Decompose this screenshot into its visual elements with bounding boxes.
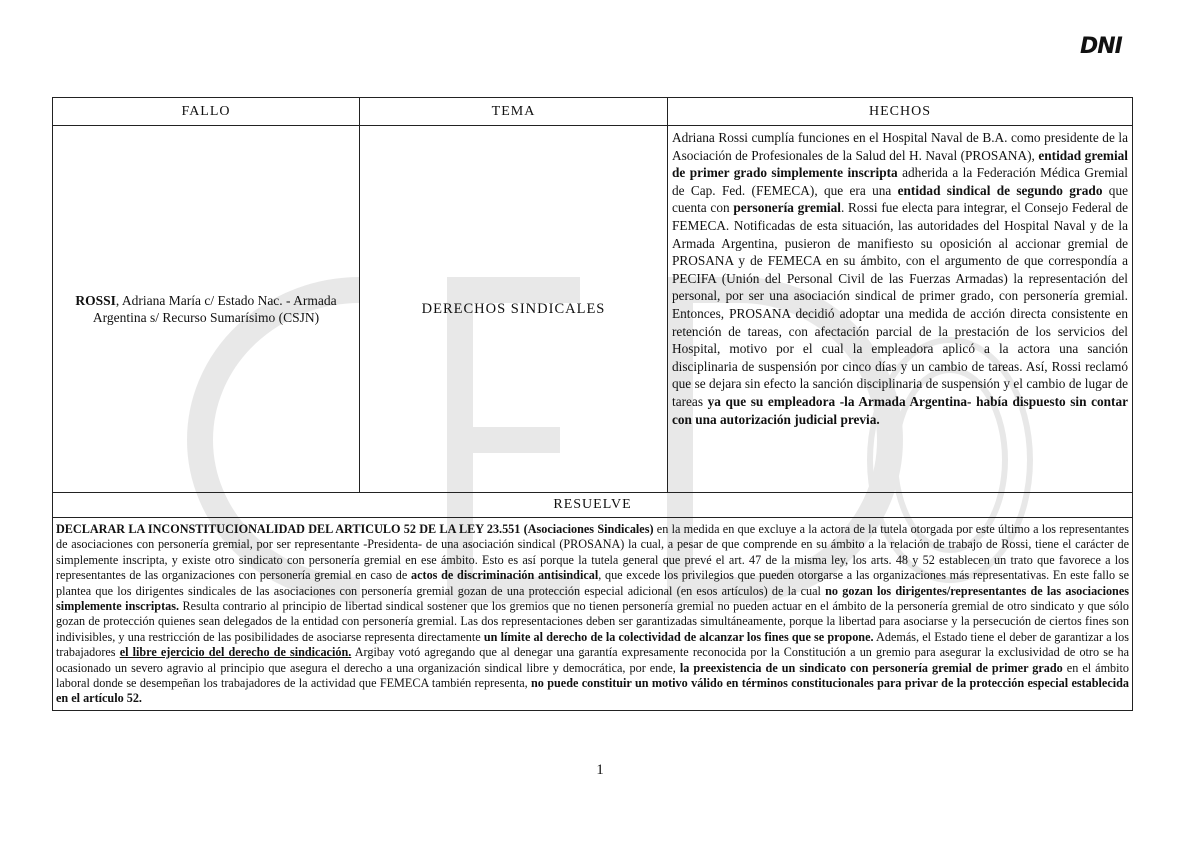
fallo-cell	[53, 126, 360, 493]
dni-logo: DNI	[1080, 34, 1122, 59]
hechos-text-run: que cuenta con	[672, 182, 1129, 216]
fallo-party-name: ROSSI	[75, 293, 116, 308]
hechos-text-run: . Rossi fue electa para integrar, el Consejo Federal de FEMECA. Notificadas de esta situación, las autoridades del Hospital Naval y de la Armada Argentina, pusieron de manifiesto su oposición al accionar gremial de PROSANA y de FEMECA en su ámbito, con el argumento de que correspondía a PECIFA (Unión del Personal Civil de las Fuerzas Armadas) la representación del personal, por ser una asociación sindical de primer grado, con personería gremial. Entonces, PROSANA decidió adoptar una medida de acción directa consistente en retención de tareas, con afectación parcial de la prestación de los servicios del Hospital, motivo por el cual la empleadora aplicó a la actora una sanción disciplinaria de suspensión por cinco días y un cambio de tareas. Así, Rossi reclamó que se dejara sin efecto la sanción disciplinaria de suspensión y el cambio de lugar de tareas	[672, 200, 1129, 409]
resuelve-text-run: Resulta contrario al principio de libertad sindical sostener que los gremios que no tienen personería gremial no pueden actuar en el ámbito de la personería gremial de otro sindicato y que sólo gozan de protección quienes sean delegados de la entidad con personería gremial. Las dos representaciones deben ser garantizadas simultáneamente, porque la libertad para asociarse y la persecución de ciertos fines son indivisibles, y una restricción de las posibilidades de asociarse representa directamente	[56, 599, 1129, 644]
resuelve-header: RESUELVE	[53, 493, 1133, 518]
hechos-text-run: adherida a la Federación Médica Gremial de Cap. Fed. (FEMECA), que era una	[672, 165, 1128, 198]
hechos-text-run: ya que su empleadora -la Armada Argentina- había dispuesto sin contar con una autorización judicial previa.	[672, 393, 1129, 427]
resuelve-text-run: Además, el Estado tiene el deber de garantizar a los trabajadores	[56, 629, 1130, 660]
case-table	[52, 97, 1133, 711]
resuelve-header-row	[53, 493, 1133, 518]
page-number: 1	[596, 762, 604, 778]
resuelve-text-run: actos de discriminación antisindical	[411, 568, 599, 583]
hechos-text-run: personería gremial	[733, 200, 841, 216]
resuelve-text-run: en el ámbito laboral donde se desempeñan los trabajadores de la actividad que FEMECA también representa,	[56, 660, 1130, 691]
header-row	[53, 98, 1133, 126]
resuelve-text-run: un límite al derecho de la colectividad de alcanzar los fines que se propone.	[483, 629, 874, 644]
resuelve-text-run: no gozan los dirigentes/representantes de las asociaciones simplemente inscriptas.	[56, 583, 1129, 614]
fallo-case-title: , Adriana María c/ Estado Nac. - Armada Argentina s/ Recurso Sumarísimo (CSJN)	[92, 293, 337, 325]
hechos-text-run: entidad gremial de primer grado simplemente inscripta	[672, 147, 1128, 181]
resuelve-text-run: , que excede los privilegios que pueden otorgarse a las organizaciones más representativas. En este fallo se plantea que los dirigentes sindicales de las asociaciones con personería gremial gozan de una protección especial adicional (en esos artículos) de la cual	[56, 568, 1129, 598]
tema-cell: DERECHOS SINDICALES	[360, 126, 668, 493]
header-fallo: FALLO	[53, 98, 360, 126]
resuelve-text-run: DECLARAR LA INCONSTITUCIONALIDAD DEL ARTICULO 52 DE LA LEY 23.551 (Asociaciones Sindicales)	[56, 522, 654, 536]
resuelve-text-run: en la medida en que excluye a la actora de la tutela otorgada por este último a los representantes de asociaciones con personería gremial, por ser representante -Presidenta- de una asociación sindical (PROSANA) la cual, a pesar de que comprende en su ámbito a la relación de trabajo de Rossi, tiene el carácter de simplemente inscripta, y existe otro sindicato con personería gremial en ese ámbito. Esto es así porque la tutela general que prevé el art. 47 de la misma ley, los arts. 48 y 52 establecen un trato que favorece a los representantes de las organizaciones con personería gremial en caso de	[56, 522, 1130, 583]
resuelve-text-run: Argibay votó agregando que al denegar una garantía expresamente reconocida por la Constitución a un gremio para asegurar la exclusividad de otro se ha ocasionado un severo agravio al principio que asegura el derecho a una organización sindical libre y democrática, por ende,	[56, 645, 1129, 675]
hechos-text-run: Adriana Rossi cumplía funciones en el Hospital Naval de B.A. como presidente de la Asociación de Profesionales de la Salud del H. Naval (PROSANA),	[672, 130, 1128, 163]
hechos-cell	[668, 126, 1133, 493]
header-hechos: HECHOS	[668, 98, 1133, 126]
resuelve-text-run: la preexistencia de un sindicato con personería gremial de primer grado	[679, 660, 1063, 675]
resuelve-text-run: el libre ejercicio del derecho de sindicación.	[119, 645, 352, 660]
case-row	[53, 126, 1133, 493]
header-tema: TEMA	[360, 98, 668, 126]
resuelve-text-run: no puede constituir un motivo válido en términos constitucionales para privar de la protección especial establecida en el artículo 52.	[56, 676, 1129, 706]
resuelve-cell	[53, 518, 1133, 711]
resuelve-row	[53, 518, 1133, 711]
hechos-text-run: entidad sindical de segundo grado	[897, 182, 1103, 198]
